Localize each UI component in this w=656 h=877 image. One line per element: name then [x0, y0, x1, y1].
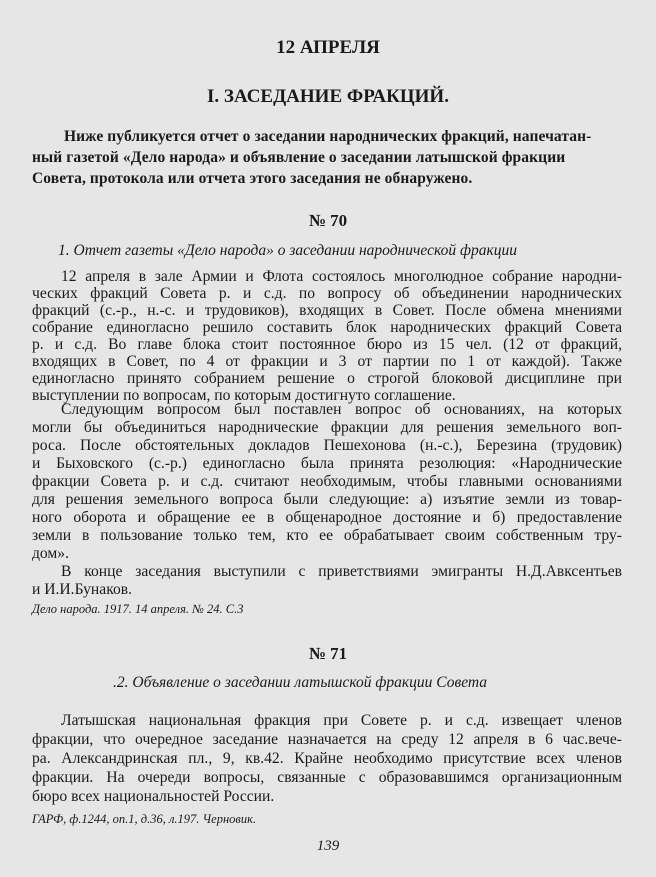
text-line: Следующим вопросом был поставлен вопрос об основаниях, на которых — [61, 401, 622, 418]
text-line: и И.И.Бунаков. — [32, 581, 133, 598]
text-line: и Быховского (с.-р.) единогласно была принята резолюция: «Народнические — [32, 455, 622, 472]
doc-71-number: № 71 — [308, 644, 348, 663]
text-line: фракций (с.-р., н.-с. и трудовиков), входящих в Совет. После обмена мнениями — [32, 302, 622, 319]
intro-line: Ниже публикуется отчет о заседании народнических фракций, напечатан- — [64, 128, 592, 145]
doc-71-source: ГАРФ, ф.1244, оп.1, д.36, л.197. Черновик. — [32, 812, 257, 826]
intro-line: ный газетой «Дело народа» и объявление о заседании латышской фракции — [32, 149, 566, 166]
text-line: ра. Александринская пл., 9, кв.42. Крайне необходимо присутствие всех членов — [32, 750, 622, 767]
text-line: выступлении по вопросам, по которым достигнуто соглашение. — [32, 387, 456, 404]
text-line: могли бы объединиться народнические фракции для решения земельного воп- — [32, 419, 622, 436]
page-number: 139 — [316, 838, 340, 854]
doc-70-title: 1. Отчет газеты «Дело народа» о заседании народнической фракции — [58, 242, 517, 259]
text-line: роса. После обстоятельных докладов Пешехонова (н.-с.), Березина (трудовик) — [32, 437, 622, 454]
text-line: Латышская национальная фракция при Совете р. и с.д. извещает членов — [61, 712, 622, 729]
text-line: бюро всех национальностей России. — [32, 788, 275, 805]
text-line: для решения земельного вопроса были следующие: а) изъятие земли из товар- — [32, 491, 622, 508]
text-line: входящих в Совет, по 4 от фракции и 3 от партии по 1 от каждой). Также — [32, 353, 622, 370]
text-line: земли в пользование только тем, кто ее обрабатывает своим собственным тру- — [32, 527, 622, 544]
text-line: дом». — [32, 545, 69, 562]
date-heading: 12 АПРЕЛЯ — [276, 37, 380, 58]
doc-71-title: .2. Объявление о заседании латышской фракции Совета — [113, 674, 488, 691]
text-line: единогласно принято собранием решение о строгой блоковой дисциплине при — [32, 370, 622, 387]
section-heading: I. ЗАСЕДАНИЕ ФРАКЦИЙ. — [207, 86, 449, 107]
text-line: ческих фракций Совета р. и с.д. по вопросу об объединении народнических — [32, 285, 622, 302]
text-line: 12 апреля в зале Армии и Флота состоялось многолюдное собрание народни- — [61, 268, 622, 285]
text-line: р. и с.д. Во главе блока стоит постоянное бюро из 15 чел. (12 от фракций, — [32, 336, 622, 353]
text-line: фракции. На очереди вопросы, связанные с образовавшимся организационным — [32, 769, 622, 786]
doc-70-source: Дело народа. 1917. 14 апреля. № 24. С.3 — [32, 602, 244, 616]
intro-line: Совета, протокола или отчета этого заседания не обнаружено. — [32, 170, 473, 187]
text-line: собрание единогласно решило составить блок народнических фракций Совета — [32, 319, 622, 336]
text-line: фракции Совета р. и с.д. считают необходимым, чтобы главными основаниями — [32, 473, 622, 490]
text-line: фракции, что очередное заседание назначается на среду 12 апреля в 6 час.вече- — [32, 731, 622, 748]
text-line: В конце заседания выступили с приветствиями эмигранты Н.Д.Авксентьев — [61, 563, 622, 580]
doc-70-number: № 70 — [308, 211, 348, 230]
text-line: ного оборота и обращение ее в общенародное достояние и б) предоставление — [32, 509, 622, 526]
